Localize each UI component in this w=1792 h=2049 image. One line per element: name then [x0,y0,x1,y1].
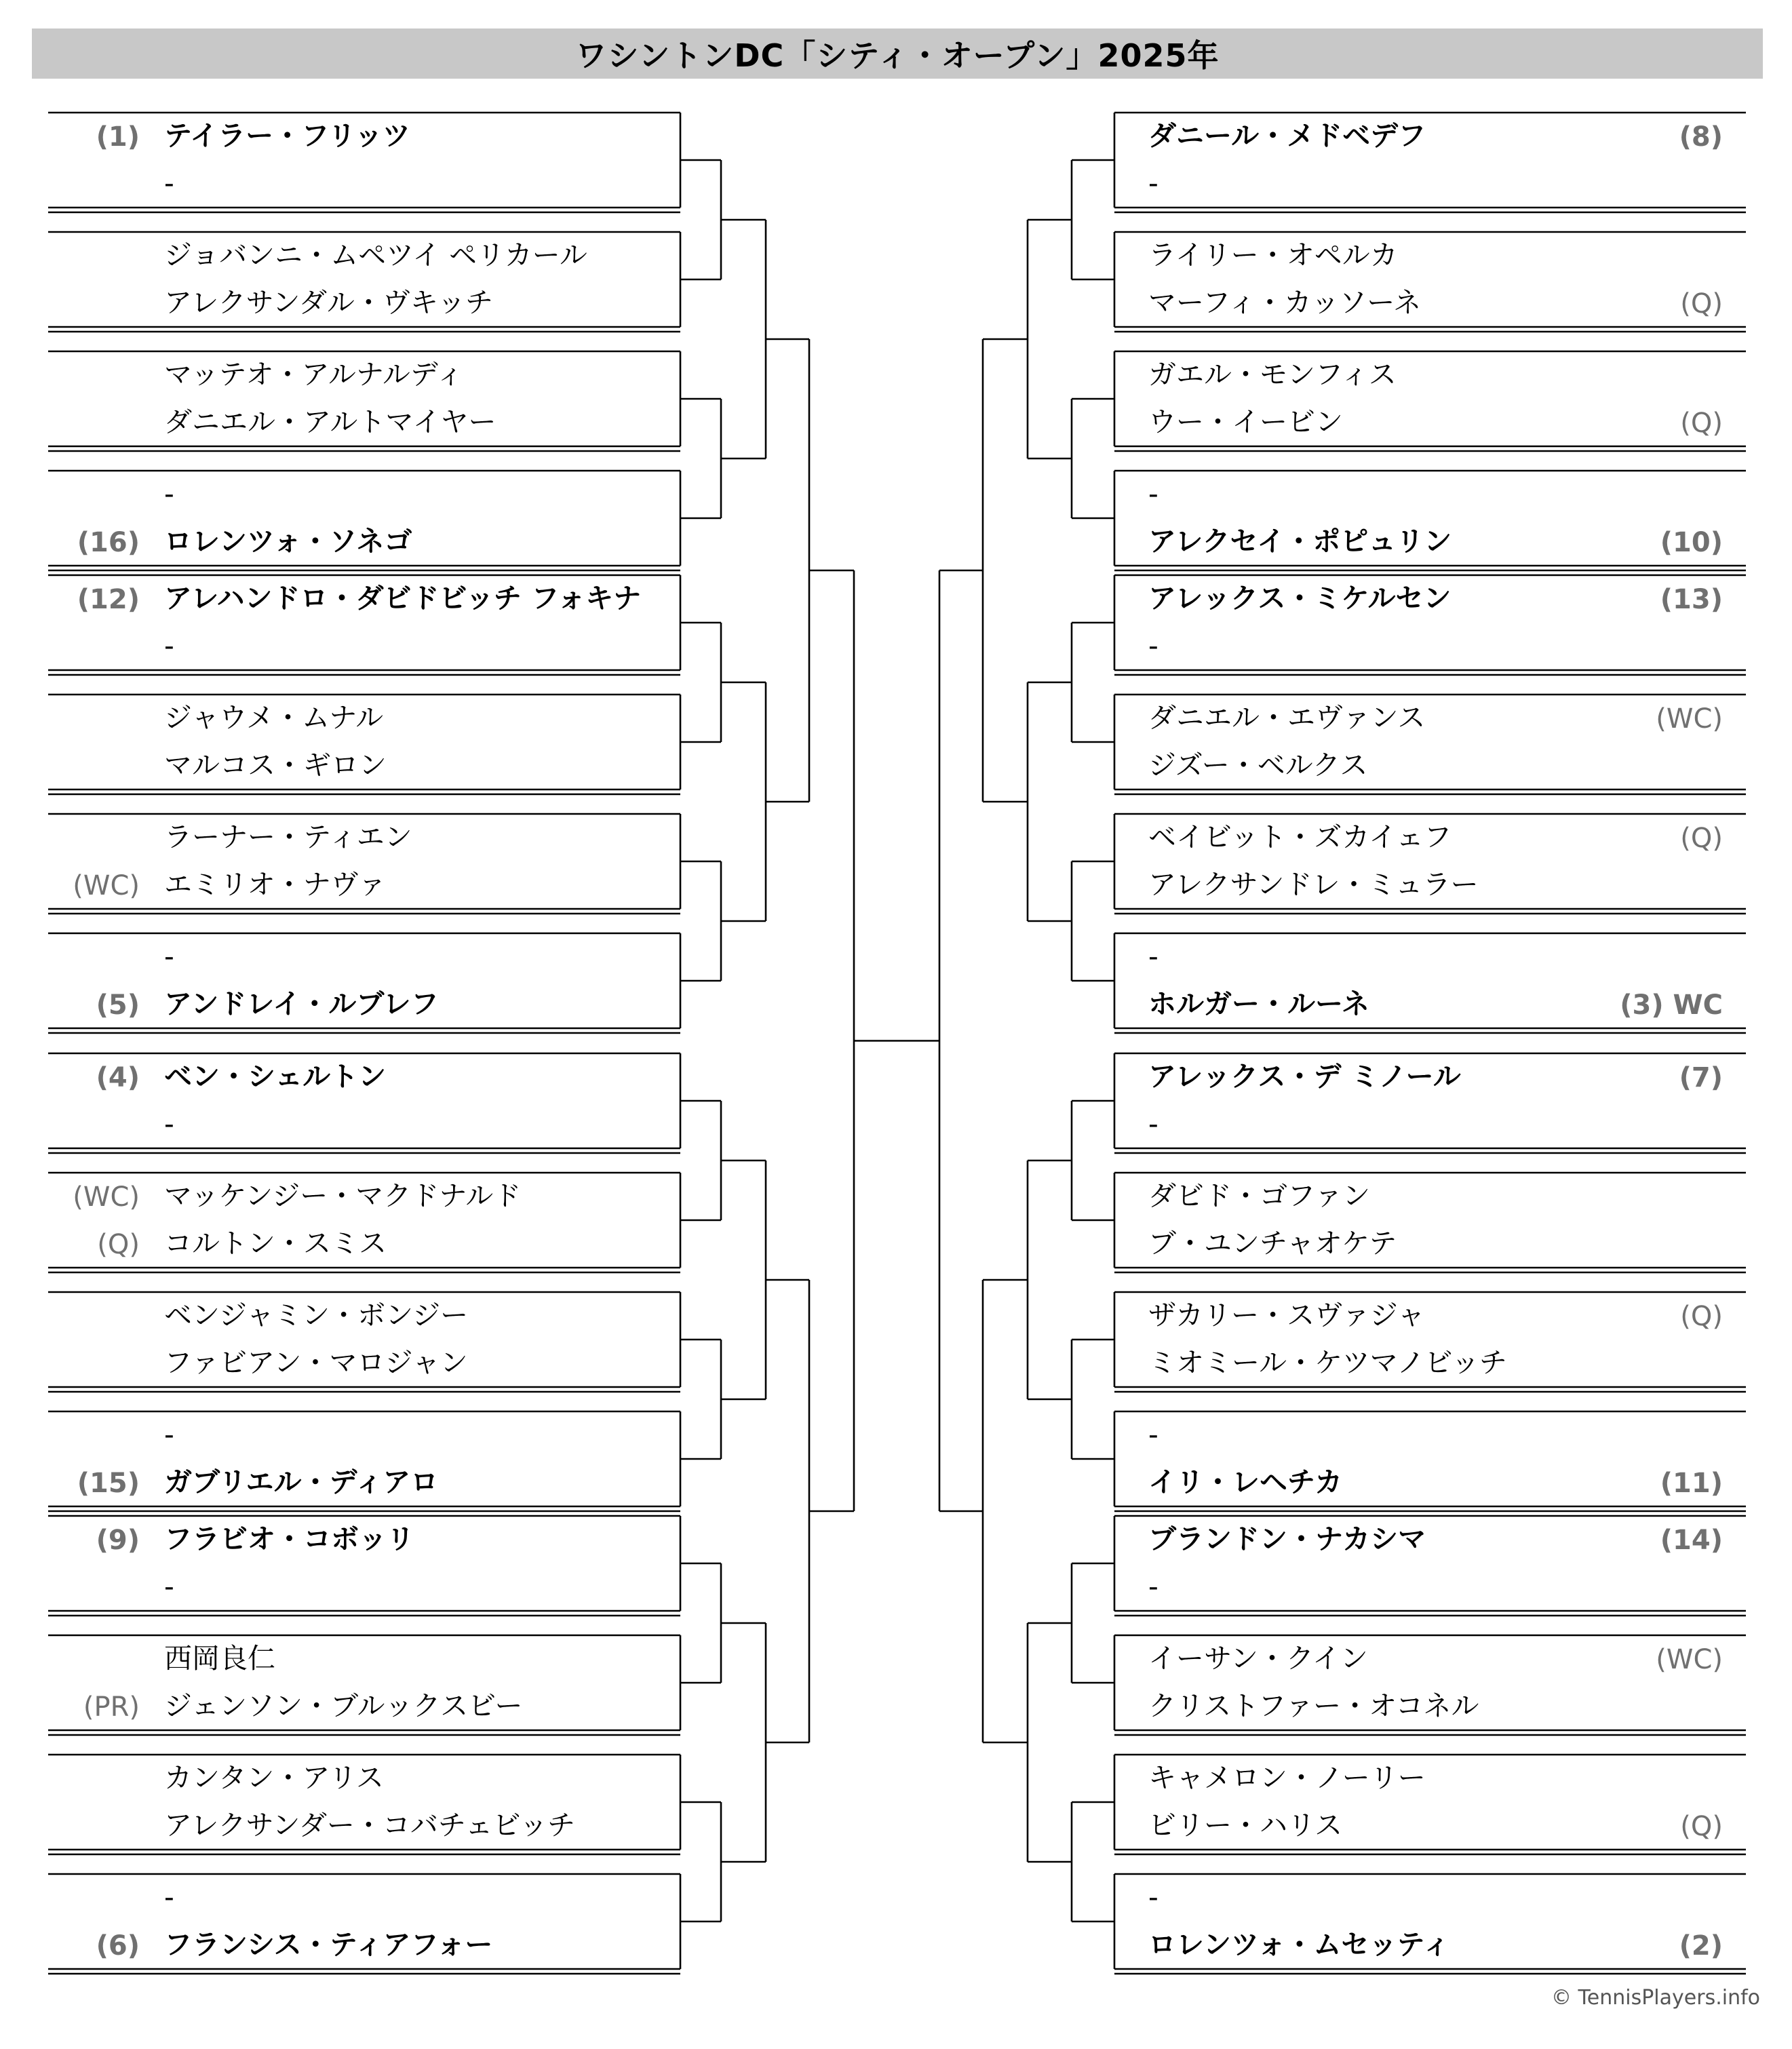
player-name: ダニエル・アルトマイヤー [164,406,496,438]
seed-label: (1) [96,121,140,153]
player-name: ライリー・オペルカ [1148,239,1398,271]
seed-label: (WC) [73,1182,140,1213]
player-name: ロレンツォ・ソネゴ [164,525,412,558]
seed-label: (3) WC [1620,990,1723,1021]
player-name: クリストファー・オコネル [1148,1690,1479,1722]
seed-label: (Q) [1680,823,1723,854]
seed-label: (WC) [1656,1644,1723,1675]
seed-label: (16) [77,527,140,558]
page-title: ワシントンDC「シティ・オープン」2025年 [575,37,1220,74]
seed-label: (4) [96,1062,140,1093]
player-name: - [1148,167,1158,199]
seed-label: (10) [1660,527,1723,558]
seed-label: (13) [1660,584,1723,615]
player-name: ブ・ユンチャオケテ [1148,1227,1397,1260]
player-name: - [164,629,174,662]
player-name: - [164,1418,174,1451]
player-name: ファビアン・マロジャン [164,1346,468,1379]
player-name: ジャウメ・ムナル [164,701,384,734]
seed-label: (Q) [1680,1811,1723,1842]
player-name: マッケンジー・マクドナルド [164,1179,522,1212]
player-name: ダニエル・エヴァンス [1148,701,1426,734]
player-name: - [1148,1418,1158,1451]
player-name: ガブリエル・ディアロ [164,1466,439,1498]
seed-label: (6) [96,1930,140,1962]
player-name: 西岡良仁 [164,1642,275,1675]
player-name: マーフィ・カッソーネ [1148,286,1422,319]
player-name: ガエル・モンフィス [1148,358,1397,391]
seed-label: (Q) [97,1229,140,1260]
player-name: イリ・レヘチカ [1148,1466,1343,1498]
player-name: ベン・シェルトン [164,1060,387,1093]
player-name: ジズー・ベルクス [1148,749,1368,781]
player-name: ベンジャミン・ボンジー [164,1299,469,1331]
player-name: ブランドン・ナカシマ [1148,1523,1426,1555]
player-name: アレックス・デ ミノール [1148,1060,1461,1093]
player-name: アレクサンダル・ヴキッチ [164,286,494,319]
player-name: - [1148,1881,1158,1913]
player-name: カンタン・アリス [164,1761,384,1794]
player-name: ミオミール・ケツマノビッチ [1148,1346,1507,1379]
player-name: テイラー・フリッツ [164,119,410,152]
player-name: ダビド・ゴファン [1148,1179,1371,1212]
seed-label: (Q) [1680,1301,1723,1332]
seed-label: (WC) [73,870,140,901]
player-name: - [164,167,174,199]
seed-label: (2) [1679,1930,1723,1962]
seed-label: (8) [1679,121,1723,153]
copyright: © TennisPlayers.info [1551,1986,1760,2010]
player-name: アレクサンダー・コバチェビッチ [164,1809,575,1841]
player-name: - [1148,1570,1158,1603]
player-name: - [164,1881,174,1913]
seed-label: (5) [96,990,140,1021]
seed-label: (14) [1660,1525,1723,1556]
player-name: ダニール・メドベデフ [1148,119,1426,152]
seed-label: (Q) [1680,408,1723,439]
player-name: ホルガー・ルーネ [1148,988,1369,1020]
seed-label: (WC) [1656,703,1723,735]
player-name: ベイビット・ズカイェフ [1148,821,1452,853]
seed-label: (15) [77,1468,140,1499]
player-name: キャメロン・ノーリー [1148,1761,1426,1794]
player-name: アレックス・ミケルセン [1148,582,1452,614]
player-name: - [164,477,174,510]
player-name: - [164,1570,174,1603]
player-name: - [1148,1108,1158,1140]
player-name: アンドレイ・ルブレフ [164,988,439,1020]
player-name: - [1148,477,1158,510]
seed-label: (Q) [1680,288,1723,319]
player-name: ロレンツォ・ムセッティ [1148,1928,1451,1961]
player-name: ラーナー・ティエン [164,821,412,853]
player-name: ウー・イービン [1148,406,1343,438]
player-name: アレクサンドレ・ミュラー [1148,868,1479,901]
player-name: ビリー・ハリス [1148,1809,1343,1841]
seed-label: (PR) [83,1692,140,1723]
player-name: アレクセイ・ポピュリン [1148,525,1452,558]
player-name: フランシス・ティアフォー [164,1928,493,1961]
seed-label: (9) [96,1525,140,1556]
seed-label: (11) [1660,1468,1723,1499]
player-name: アレハンドロ・ダビドビッチ フォキナ [164,582,642,614]
player-name: マルコス・ギロン [164,749,387,781]
player-name: マッテオ・アルナルディ [164,358,464,391]
player-name: イーサン・クイン [1148,1642,1368,1675]
player-name: ジョバンニ・ムペツイ ペリカール [164,239,587,271]
player-name: - [164,1108,174,1140]
seed-label: (12) [77,584,140,615]
player-name: - [164,940,174,973]
player-name: - [1148,629,1158,662]
player-name: コルトン・スミス [164,1227,387,1260]
player-name: - [1148,940,1158,973]
player-name: ジェンソン・ブルックスビー [164,1690,523,1722]
seed-label: (7) [1679,1062,1723,1093]
player-name: フラビオ・コボッリ [164,1523,414,1555]
player-name: ザカリー・スヴァジャ [1148,1299,1425,1331]
player-name: エミリオ・ナヴァ [164,868,387,901]
